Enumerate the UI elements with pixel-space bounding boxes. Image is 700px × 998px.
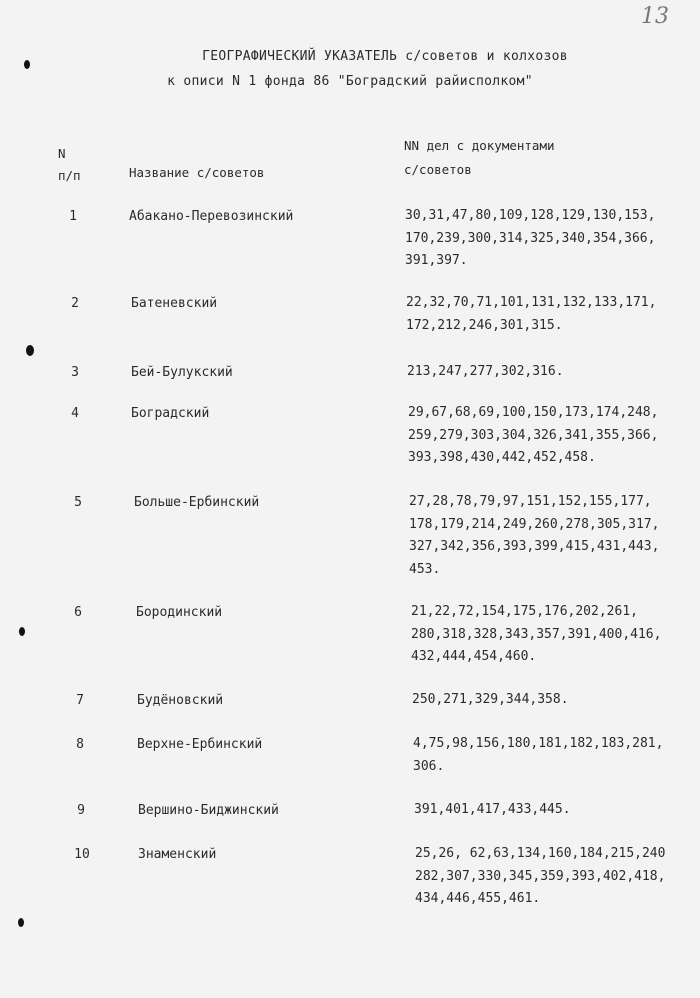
council-name: Бей-Булукский [131,365,233,380]
row-number: 7 [76,693,84,708]
case-numbers-line: 393,398,430,442,452,458. [408,450,596,465]
punch-hole [18,918,24,927]
case-numbers-line: 213,247,277,302,316. [407,364,564,379]
council-name: Батеневский [131,296,218,311]
document-title: ГЕОГРАФИЧЕСКИЙ УКАЗАТЕЛЬ с/советов и колхозов [202,49,568,64]
case-numbers-line: 391,397. [405,253,468,268]
header-num-line1: N [58,146,66,161]
case-numbers [406,292,700,337]
header-name: Название с/советов [129,165,265,180]
punch-hole [26,345,34,356]
row-number: 3 [71,365,79,380]
case-numbers [407,361,700,384]
case-numbers [408,402,700,470]
case-numbers-line: 4,75,98,156,180,181,182,183,281, [413,736,664,751]
council-name: Будёновский [137,693,224,708]
case-numbers-line: 22,32,70,71,101,131,132,133,171, [406,295,657,310]
case-numbers [405,205,700,273]
case-numbers-line: 21,22,72,154,175,176,202,261, [411,604,638,619]
case-numbers [409,491,700,581]
council-name: Больше-Ербинский [134,495,260,510]
council-name: Верхне-Ербинский [137,737,263,752]
header-cases-line1: NN дел с документами [404,138,555,153]
case-numbers-line: 391,401,417,433,445. [414,802,571,817]
council-name: Вершино-Биджинский [138,803,279,818]
case-numbers-line: 178,179,214,249,260,278,305,317, [409,516,660,532]
council-name: Абакано-Перевозинский [129,209,294,224]
case-numbers-line: 250,271,329,344,358. [412,692,569,707]
page-number: 13 [641,4,669,29]
case-numbers-line: 29,67,68,69,100,150,173,174,248, [408,405,659,420]
row-number: 2 [71,296,79,311]
case-numbers-line: 25,26, 62,63,134,160,184,215,240 [415,846,666,861]
header-num-line2: п/п [58,168,81,183]
punch-hole [24,60,30,69]
case-numbers-line: 30,31,47,80,109,128,129,130,153, [405,208,656,223]
case-numbers-line: 172,212,246,301,315. [406,317,563,333]
case-numbers-line: 306. [413,758,445,774]
case-numbers-line: 282,307,330,345,359,393,402,418, [415,868,666,884]
case-numbers [414,799,700,822]
row-number: 10 [74,847,90,862]
case-numbers-line: 27,28,78,79,97,151,152,155,177, [409,494,652,509]
row-number: 4 [71,406,79,421]
case-numbers [413,733,700,778]
case-numbers-line: 170,239,300,314,325,340,354,366, [405,230,656,246]
row-number: 6 [74,605,82,620]
case-numbers [415,843,700,911]
council-name: Бородинский [136,605,223,620]
row-number: 5 [74,495,82,510]
row-number: 8 [76,737,84,752]
case-numbers-line: 453. [409,561,441,577]
council-name: Боградский [131,406,210,421]
case-numbers-line: 280,318,328,343,357,391,400,416, [411,626,662,642]
punch-hole [19,627,25,636]
case-numbers-line: 327,342,356,393,399,415,431,443, [409,539,660,554]
case-numbers-line: 259,279,303,304,326,341,355,366, [408,427,659,443]
case-numbers [411,601,700,669]
case-numbers [412,689,700,712]
council-name: Знаменский [138,847,217,862]
case-numbers-line: 432,444,454,460. [411,649,537,664]
case-numbers-line: 434,446,455,461. [415,891,541,906]
document-subtitle: к описи N 1 фонда 86 "Боградский райисполком" [167,74,533,89]
row-number: 1 [69,209,77,224]
row-number: 9 [77,803,85,818]
header-cases-line2: с/советов [404,162,472,177]
